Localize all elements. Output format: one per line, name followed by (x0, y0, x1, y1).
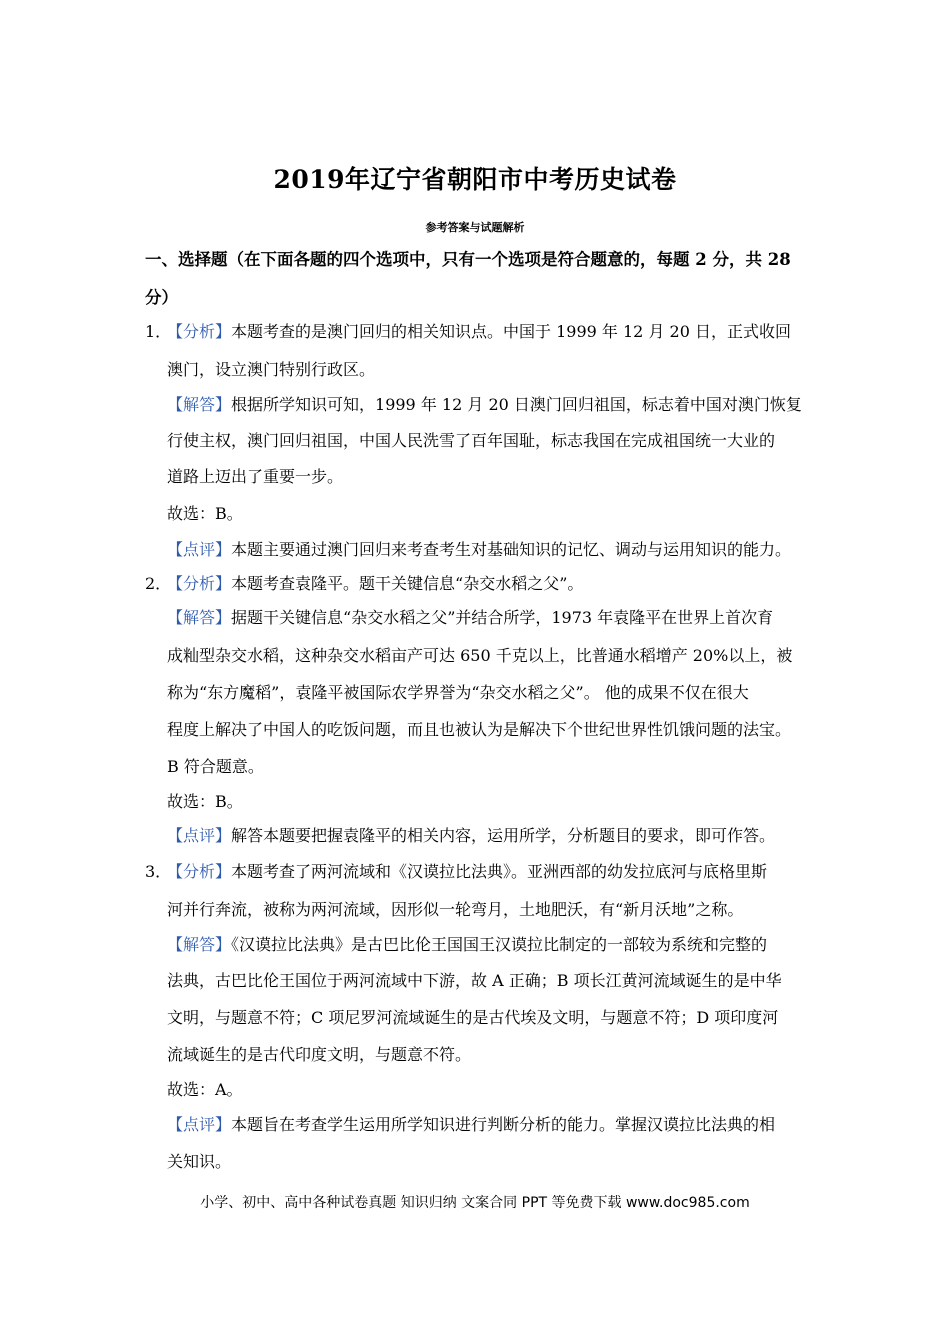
q3-analysis-line-2: 河并行奔流，被称为两河流域，因形似一轮弯月，土地肥沃，有“新月沃地”之称。 (167, 900, 744, 919)
q1-answer-line-2: 行使主权，澳门回归祖国，中国人民洗雪了百年国耻，标志我国在完成祖国统一大业的 (167, 431, 776, 450)
section-heading (145, 241, 815, 317)
q1-comment-line (167, 540, 791, 560)
section-heading-line-2: 分） (145, 288, 178, 307)
q2-choice: 故选：B。 (167, 792, 243, 811)
analysis-text: 本题考查袁隆平。题干关键信息“杂交水稻之父”。 (231, 574, 584, 593)
page-footer: 小学、初中、高中各种试卷真题 知识归纳 文案合同 PPT 等免费下载 www.doc985.com (200, 1195, 750, 1211)
q3-choice: 故选：A。 (167, 1080, 243, 1099)
page-subtitle: 参考答案与试题解析 (425, 221, 525, 234)
comment-text: 本题旨在考查学生运用所学知识进行判断分析的能力。掌握汉谟拉比法典的相 (231, 1115, 776, 1134)
q2-answer-line (167, 608, 773, 628)
analysis-text: 本题考查的是澳门回归的相关知识点。中国于 1999 年 12 月 20 日，正式收回 (231, 322, 791, 341)
q3-answer-line-4: 流域诞生的是古代印度文明，与题意不符。 (167, 1045, 472, 1064)
analysis-tag: 【分析】 (167, 574, 232, 593)
q1-choice: 故选：B。 (167, 504, 243, 523)
question-number: 1． (145, 322, 172, 341)
q3-answer-line-3: 文明，与题意不符；C 项尼罗河流域诞生的是古代埃及文明，与题意不符；D 项印度河 (167, 1008, 779, 1027)
q2-answer-line-3: 称为“东方魔稻”，袁隆平被国际农学界誉为“杂交水稻之父”。 他的成果不仅在很大 (167, 683, 749, 702)
analysis-text: 本题考查了两河流域和《汉谟拉比法典》。亚洲西部的幼发拉底河与底格里斯 (231, 862, 768, 881)
page-title: 2019年辽宁省朝阳市中考历史试卷 (273, 165, 677, 194)
comment-tag: 【点评】 (167, 1115, 232, 1134)
question-number: 2． (145, 574, 172, 593)
comment-text: 解答本题要把握袁隆平的相关内容，运用所学，分析题目的要求，即可作答。 (231, 826, 776, 845)
q3-comment-line (167, 1115, 775, 1135)
q2-comment-line (167, 826, 775, 846)
q1-analysis-line (167, 322, 791, 342)
answer-tag: 【解答】 (167, 608, 232, 627)
comment-tag: 【点评】 (167, 826, 232, 845)
q3-analysis-line (167, 862, 767, 882)
q2-answer-line-5: B 符合题意。 (167, 757, 264, 776)
answer-text: 根据所学知识可知，1999 年 12 月 20 日澳门回归祖国，标志着中国对澳门恢复 (231, 395, 802, 414)
question-number: 3． (145, 862, 172, 881)
q1-answer-line-3: 道路上迈出了重要一步。 (167, 467, 344, 486)
answer-text: 据题干关键信息“杂交水稻之父”并结合所学，1973 年袁隆平在世界上首次育 (231, 608, 774, 627)
q2-analysis-line (167, 574, 583, 594)
q2-answer-line-4: 程度上解决了中国人的吃饭问题，而且也被认为是解决下个世纪世界性饥饿问题的法宝。 (167, 720, 792, 739)
q3-answer-line-2: 法典，古巴比伦王国位于两河流域中下游，故 A 正确；B 项长江黄河流域诞生的是中华 (167, 971, 782, 990)
analysis-tag: 【分析】 (167, 322, 232, 341)
analysis-tag: 【分析】 (167, 862, 232, 881)
q2-answer-line-2: 成籼型杂交水稻，这种杂交水稻亩产可达 650 千克以上，比普通水稻增产 20%以上，被 (167, 646, 793, 665)
q3-comment-line-2: 关知识。 (167, 1152, 232, 1171)
comment-text: 本题主要通过澳门回归来考查考生对基础知识的记忆、调动与运用知识的能力。 (231, 540, 792, 559)
comment-tag: 【点评】 (167, 540, 232, 559)
answer-text: 《汉谟拉比法典》是古巴比伦王国国王汉谟拉比制定的一部较为系统和完整的 (231, 935, 768, 954)
q1-answer-line (167, 395, 802, 415)
answer-tag: 【解答】 (167, 395, 232, 414)
answer-tag: 【解答】 (167, 935, 232, 954)
q3-answer-line (167, 935, 767, 955)
q1-analysis-line-2: 澳门，设立澳门特别行政区。 (167, 360, 376, 379)
section-heading-line-1: 一、选择题（在下面各题的四个选项中，只有一个选项是符合题意的，每题 2 分，共 28 (145, 250, 791, 269)
